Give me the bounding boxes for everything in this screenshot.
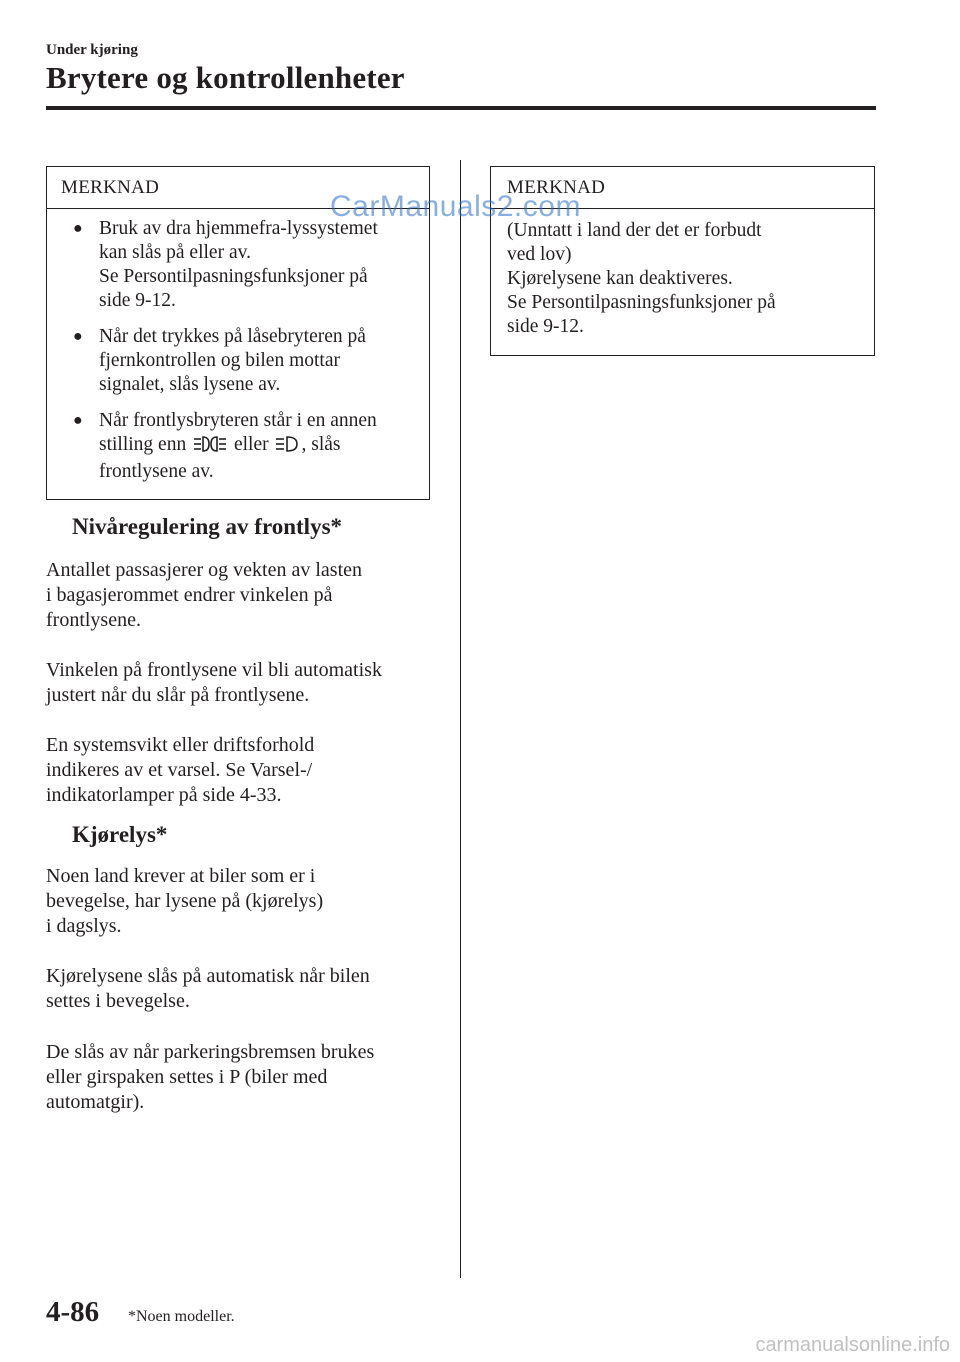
note-text: eller bbox=[233, 434, 269, 455]
bullet-dot-icon: ● bbox=[73, 412, 83, 429]
note-heading: MERKNAD bbox=[491, 167, 874, 209]
note-line: Se Persontilpasningsfunksjoner på bbox=[99, 266, 368, 287]
watermark-bottom: carmanualsonline.info bbox=[755, 1334, 950, 1356]
section-label: Under kjøring bbox=[46, 42, 138, 58]
paragraph: Noen land krever at biler som er i bevegelse, har lysene på (kjørelys) i dagslys. bbox=[46, 865, 324, 937]
note-line: Se Persontilpasningsfunksjoner på bbox=[507, 292, 776, 313]
page-number: 4-86 bbox=[46, 1296, 100, 1328]
headlight-icon bbox=[275, 435, 299, 460]
parking-light-icon bbox=[193, 435, 227, 460]
note-line: signalet, slås lysene av. bbox=[99, 374, 281, 395]
subheading-leveling: Nivåregulering av frontlys* bbox=[72, 514, 343, 539]
bullet-dot-icon: ● bbox=[73, 220, 83, 237]
bullet-dot-icon: ● bbox=[73, 328, 83, 345]
subheading-drl: Kjørelys* bbox=[72, 822, 168, 847]
note-line: Kjørelysene kan deaktiveres. bbox=[507, 268, 733, 289]
note-line: side 9-12. bbox=[99, 290, 176, 311]
note-line: fjernkontrollen og bilen mottar bbox=[99, 350, 340, 371]
note-line bbox=[99, 433, 415, 460]
note-bullet bbox=[61, 325, 415, 397]
paragraph: Vinkelen på frontlysene vil bli automatisk justert når du slår på frontlysene. bbox=[46, 659, 382, 706]
note-text: , slås bbox=[301, 434, 341, 455]
watermark-top: CarManuals2.com bbox=[330, 190, 581, 223]
column-divider bbox=[460, 160, 461, 1278]
note-line: Bruk av dra hjemmefra-lyssystemet bbox=[99, 218, 378, 239]
footnote: *Noen modeller. bbox=[128, 1308, 235, 1325]
note-text: stilling enn bbox=[99, 434, 187, 455]
note-line: Når frontlysbryteren står i en annen bbox=[99, 410, 377, 431]
paragraph: Kjørelysene slås på automatisk når bilen settes i bevegelse. bbox=[46, 965, 370, 1012]
paragraph: Antallet passasjerer og vekten av lasten i bagasjerommet endrer vinkelen på frontlysene. bbox=[46, 559, 362, 631]
note-line: Når det trykkes på låsebryteren på bbox=[99, 326, 366, 347]
note-heading: MERKNAD bbox=[47, 167, 429, 209]
note-line: side 9-12. bbox=[507, 316, 584, 337]
header-rule bbox=[46, 106, 876, 110]
chapter-title: Brytere og kontrollenheter bbox=[46, 60, 405, 95]
note-bullet bbox=[61, 217, 415, 313]
note-line: frontlysene av. bbox=[99, 461, 214, 482]
paragraph: En systemsvikt eller driftsforhold indikeres av et varsel. Se Varsel-/ indikatorlamper på side 4-33. bbox=[46, 734, 315, 806]
paragraph: De slås av når parkeringsbremsen brukes eller girspaken settes i P (biler med automatgir). bbox=[46, 1041, 375, 1113]
note-line: kan slås på eller av. bbox=[99, 242, 251, 263]
note-body bbox=[47, 209, 429, 506]
note-body bbox=[491, 209, 874, 349]
note-bullet bbox=[61, 409, 415, 484]
note-line: (Unntatt i land der det er forbudt bbox=[507, 220, 762, 241]
note-line: ved lov) bbox=[507, 244, 572, 265]
